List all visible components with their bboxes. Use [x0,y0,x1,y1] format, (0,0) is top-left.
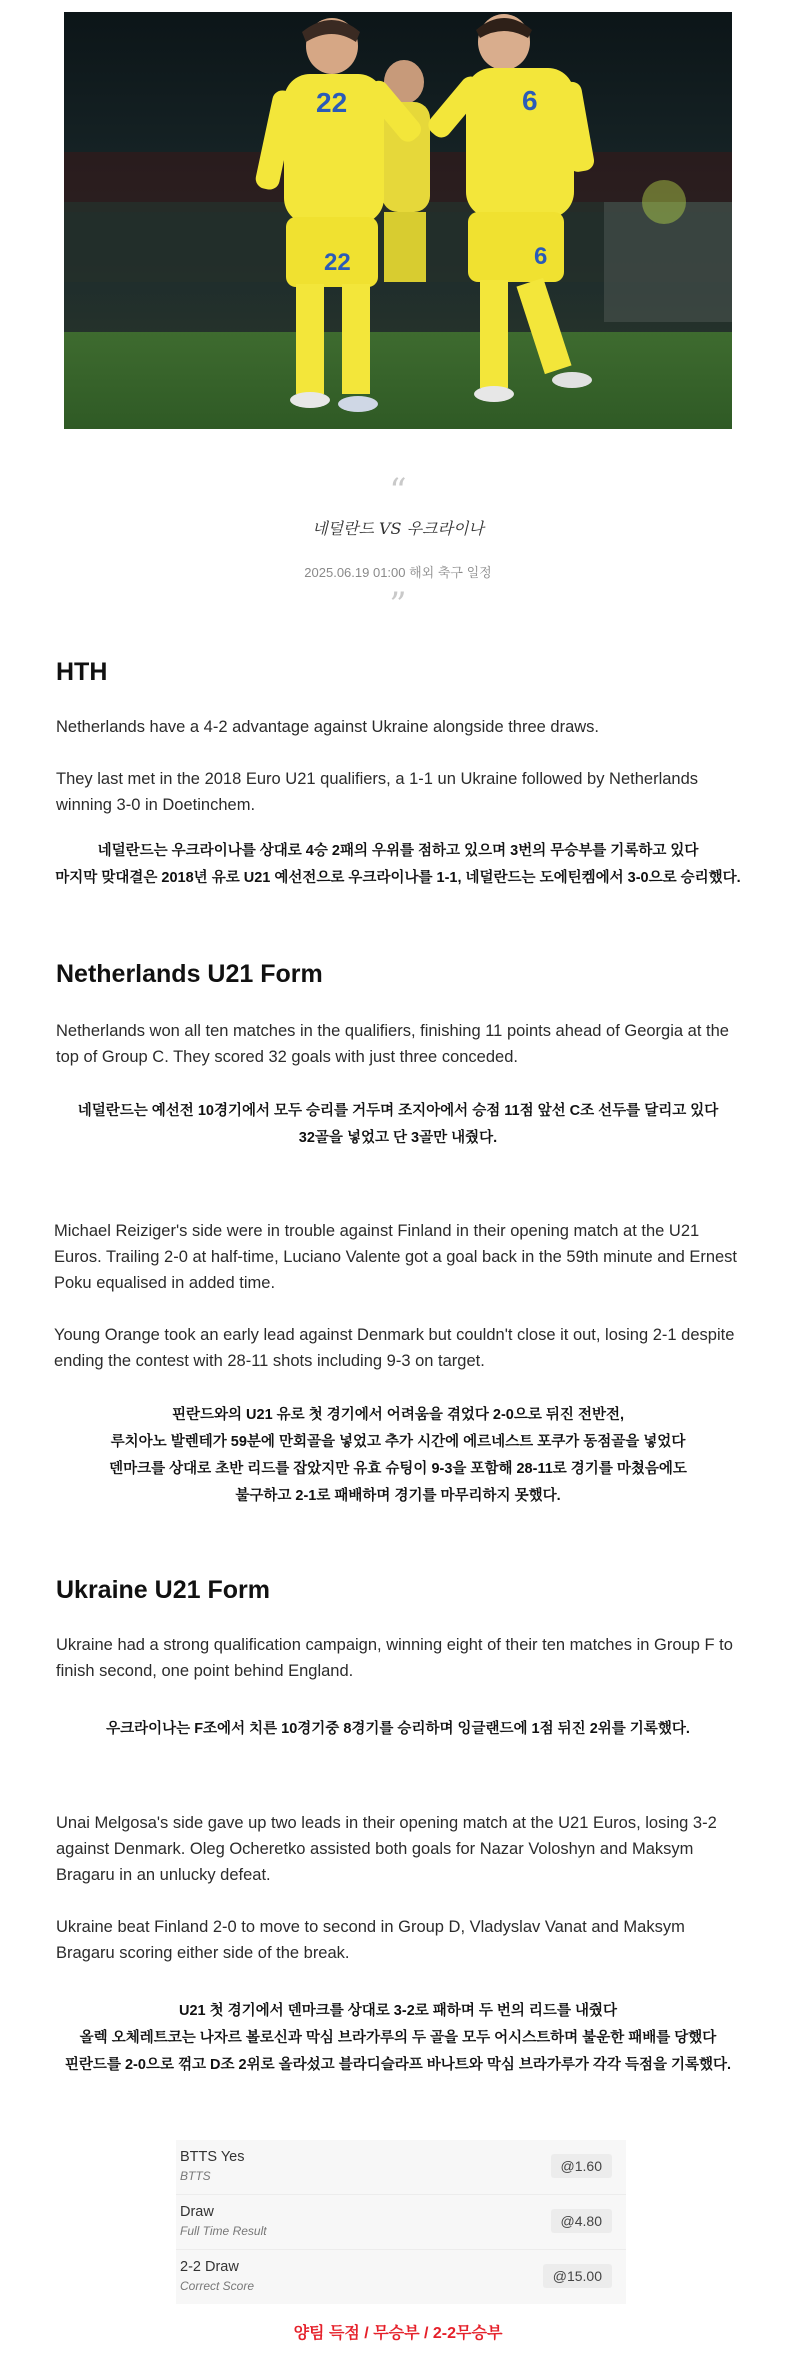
hth-paragraph-1: Netherlands have a 4-2 advantage against Ukraine alongside three draws. [56,718,600,736]
odds-market: Correct Score [180,2279,255,2293]
netherlands-paragraph-2: Michael Reiziger's side were in trouble against Finland in their opening match at the U21 Euros. Trailing 2-0 at half-time, Luciano Valente got a goal back in the 59th minute and Ernest Poku equalised in added time. [54,1222,738,1292]
hth-korean-2: 마지막 맞대결은 2018년 유로 U21 예선전으로 우크라이나를 1-1, 네덜란드는 도에틴켐에서 3-0으로 승리했다. [55,870,741,886]
quote-open-mark: “ [389,471,407,511]
netherlands-korean-1: 네덜란드는 예선전 10경기에서 모두 승리를 거두며 조지아에서 승점 11점 앞선 C조 선두를 달리고 있다 [77,1103,719,1119]
ukraine-korean-2: U21 첫 경기에서 덴마크를 상대로 3-2로 패하며 두 번의 리드를 내줬다 [178,2003,617,2019]
netherlands-korean-3: 핀란드와의 U21 유로 첫 경기에서 어려움을 겪었다 2-0으로 뒤진 전반전, [171,1407,625,1423]
hth-paragraph-2: They last met in the 2018 Euro U21 qualifiers, a 1-1 un Ukraine followed by Netherlands winning 3-0 in Doetinchem. [56,770,699,814]
netherlands-korean-4: 루치아노 발렌테가 59분에 만회골을 넣었고 추가 시간에 에르네스트 포쿠가 동점골을 넣었다 [110,1434,686,1450]
svg-text:22: 22 [324,249,351,276]
ukraine-korean-4: 핀란드를 2-0으로 꺾고 D조 2위로 올라섰고 블라디슬라프 바나트와 막심 브라가루가 각각 득점을 기록했다. [64,2057,732,2073]
netherlands-korean-5: 덴마크를 상대로 초반 리드를 잡았지만 유효 슈팅이 9-3을 포함해 28-11로 경기를 마쳤음에도 [109,1461,687,1477]
odds-market: Full Time Result [180,2224,267,2238]
odds-label: Draw [180,2204,214,2220]
match-meta: 2025.06.19 01:00 해외 축구 일정 [304,565,492,580]
svg-text:22: 22 [316,87,348,118]
ukraine-title: Ukraine U21 Form [56,1576,270,1604]
odds-label: BTTS Yes [180,2149,245,2165]
hero-photo [64,12,732,429]
quote-close-mark: ” [389,585,407,625]
svg-text:6: 6 [522,85,538,116]
ukraine-paragraph-2: Unai Melgosa's side gave up two leads in their opening match at the U21 Euros, losing 3-2 against Denmark. Oleg Ocheretko assisted both goals for Nazar Voloshyn and Maksym Bragaru in an unlucky defeat. [56,1814,717,1884]
odds-row-draw[interactable] [176,2195,626,2250]
quote-close-icon [0,585,796,625]
odds-price-button[interactable]: @1.60 [551,2154,612,2178]
odds-price-button[interactable]: @15.00 [543,2264,612,2288]
netherlands-paragraph-3: Young Orange took an early lead against Denmark but couldn't close it out, losing 2-1 despite ending the contest with 28-11 shots including 9-3 on target. [54,1326,735,1370]
svg-text:6: 6 [534,243,548,270]
hth-title: HTH [56,658,108,686]
ukraine-korean-3: 올렉 오체레트코는 나자르 볼로신과 막심 브라가루의 두 골을 모두 어시스트하며 불운한 패배를 당했다 [79,2030,717,2046]
odds-price-button[interactable]: @4.80 [551,2209,612,2233]
ukraine-paragraph-1: Ukraine had a strong qualification campaign, winning eight of their ten matches in Group F to finish second, one point behind England. [56,1636,733,1680]
prediction-summary: 양팀 득점 / 무승부 / 2-2무승부 [293,2325,503,2342]
ukraine-korean-1: 우크라이나는 F조에서 치른 10경기중 8경기를 승리하며 잉글랜드에 1점 뒤진 2위를 기록했다. [106,1721,690,1737]
match-title: 네덜란드 VS 우크라이나 [312,519,484,538]
quote-open-icon [0,471,796,511]
netherlands-korean-2: 32골을 넣었고 단 3골만 내줬다. [298,1130,498,1146]
odds-market: BTTS [180,2169,211,2183]
hth-korean-1: 네덜란드는 우크라이나를 상대로 4승 2패의 우위를 점하고 있으며 3번의 무승부를 기록하고 있다 [97,843,699,859]
odds-label: 2-2 Draw [180,2259,239,2275]
soccer-photo-icon [64,12,732,429]
netherlands-korean-6: 불구하고 2-1로 패배하며 경기를 마무리하지 못했다. [235,1488,561,1504]
odds-table [176,2140,626,2304]
netherlands-paragraph-1: Netherlands won all ten matches in the qualifiers, finishing 11 points ahead of Georgia at the top of Group C. They scored 32 goals with just three conceded. [56,1022,729,1066]
ukraine-paragraph-3: Ukraine beat Finland 2-0 to move to second in Group D, Vladyslav Vanat and Maksym Bragaru scoring either side of the break. [56,1918,685,1962]
odds-row-correct-score[interactable] [176,2250,626,2304]
odds-row-btts[interactable] [176,2140,626,2195]
netherlands-title: Netherlands U21 Form [56,960,323,988]
